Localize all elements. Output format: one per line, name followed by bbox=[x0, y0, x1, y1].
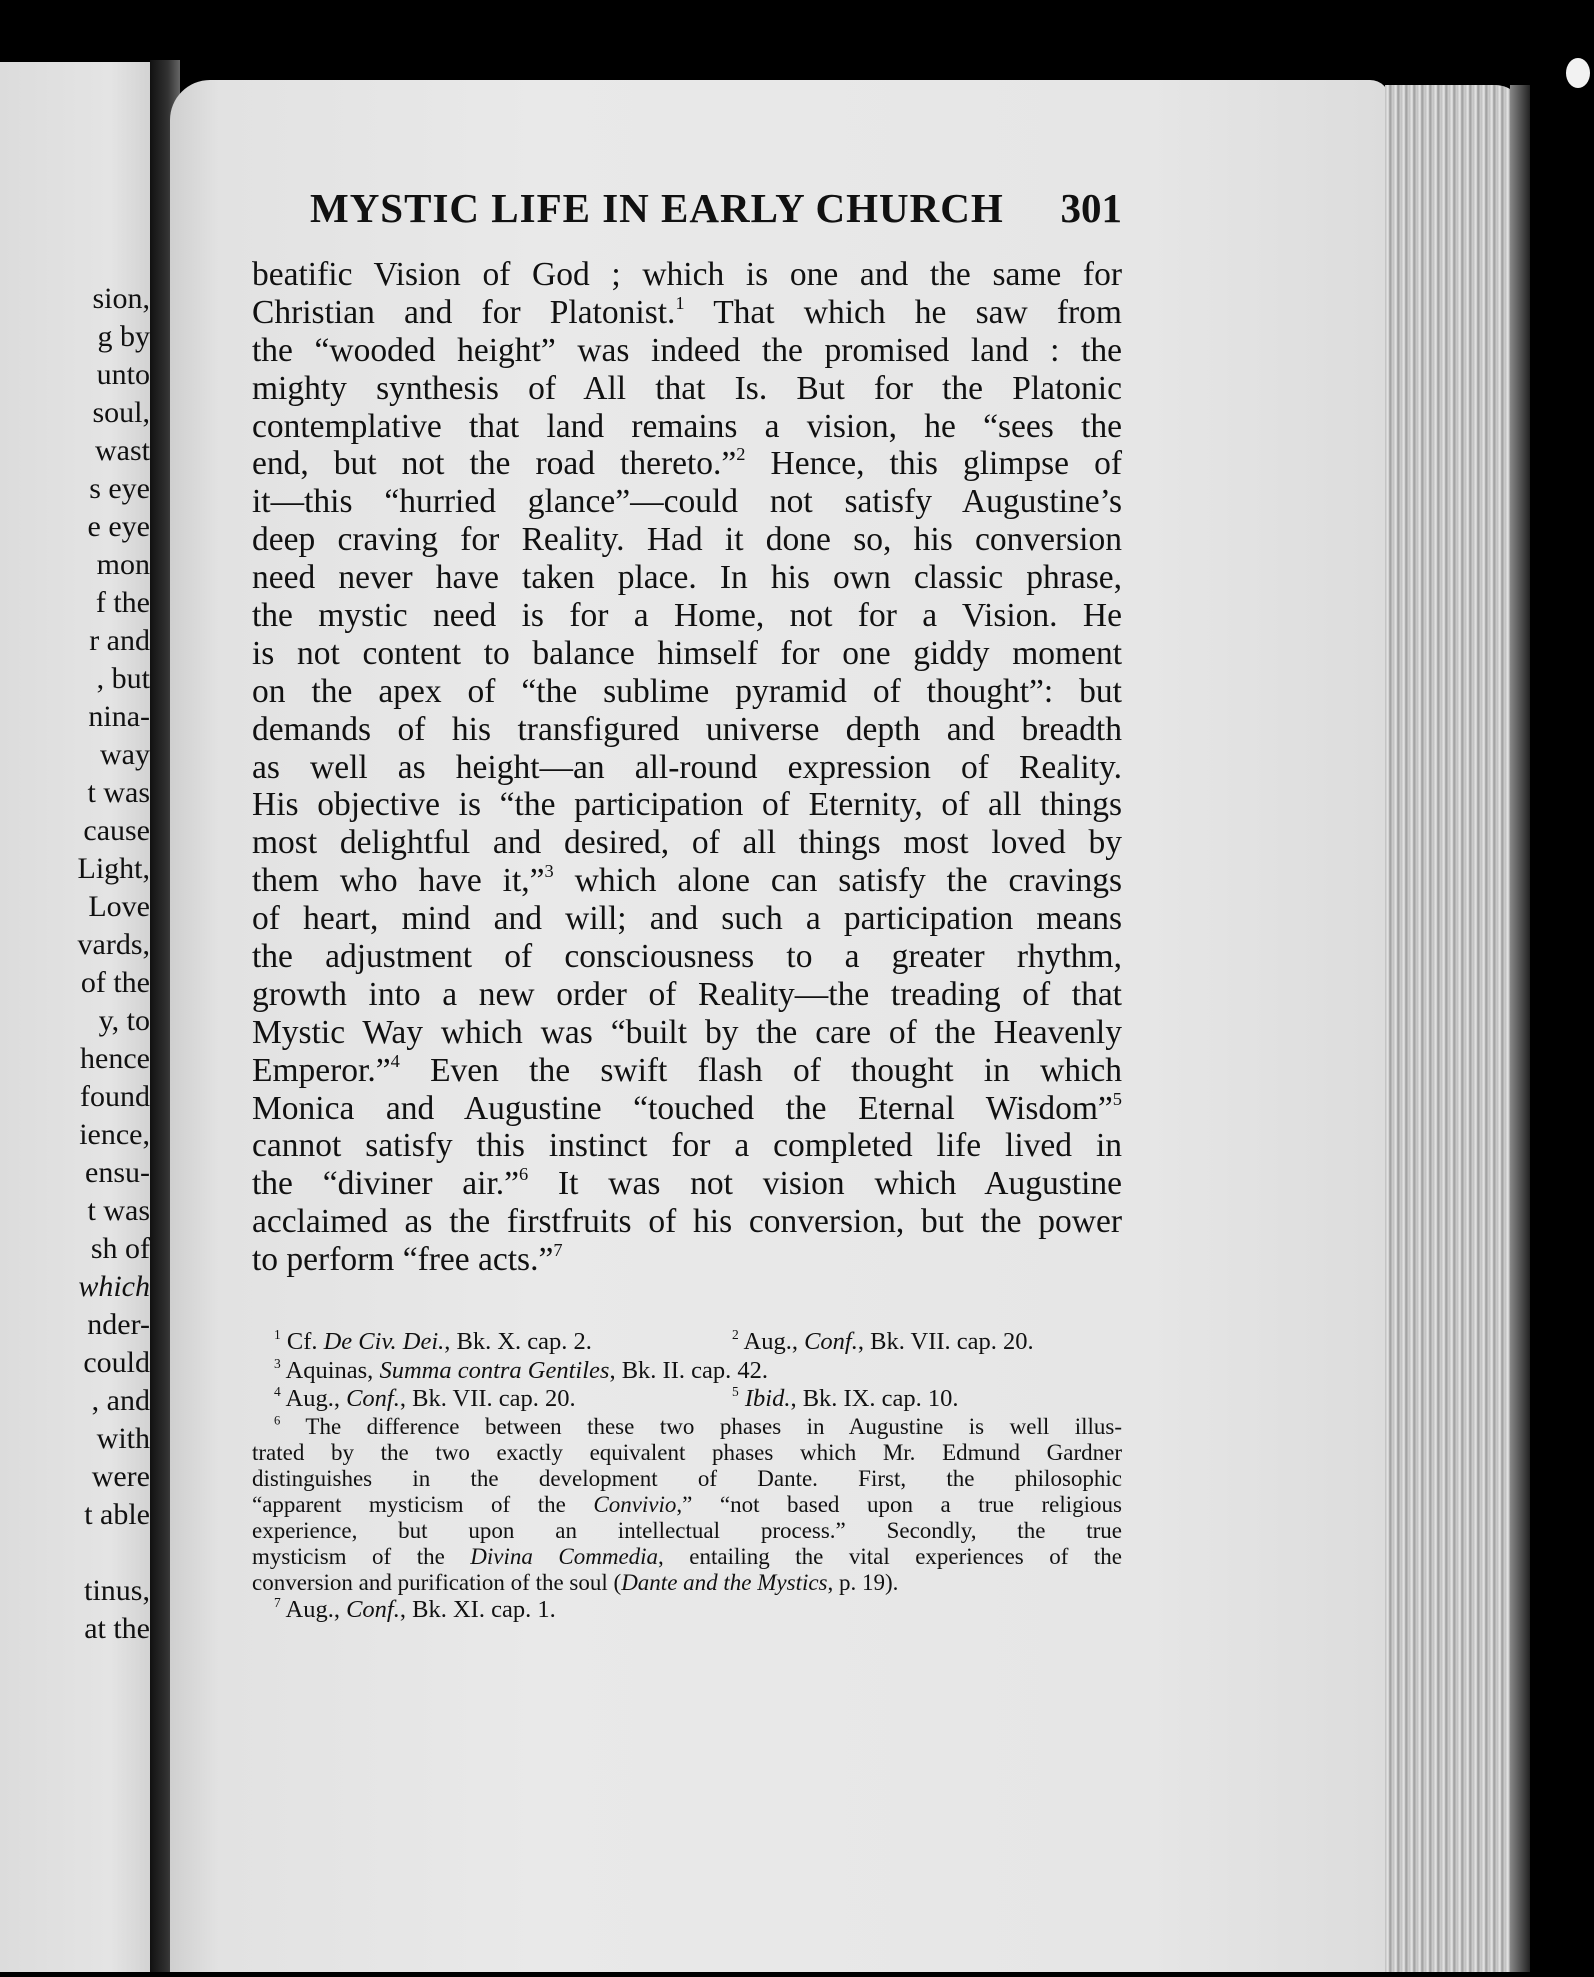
left-page-fragment: wast bbox=[95, 434, 150, 467]
left-page-fragment: t was bbox=[87, 1194, 150, 1227]
text-line: end, but not the road thereto.”$^2$ Hence, this glimpse of bbox=[252, 444, 1122, 483]
left-page-fragment: of the bbox=[80, 966, 150, 999]
text-line: acclaimed as the firstfruits of his conversion, but the power bbox=[252, 1203, 1122, 1241]
text-line: need never have taken place. In his own classic phrase, bbox=[252, 559, 1122, 597]
footnote-4: $^4$ Aug., Conf., Bk. VII. cap. 20. bbox=[274, 1383, 576, 1412]
left-page-fragment: nder- bbox=[87, 1308, 150, 1341]
page-number: 301 bbox=[1060, 185, 1122, 231]
text-line: them who have it,”$^3$ which alone can satisfy the cravings bbox=[252, 861, 1123, 900]
left-page-fragment: could bbox=[83, 1346, 150, 1379]
left-page-fragment: f the bbox=[95, 586, 150, 619]
left-page-fragment: hence bbox=[80, 1042, 150, 1075]
text-line: Mystic Way which was “built by the care of the Heavenly bbox=[252, 1013, 1122, 1051]
footnote-ref[interactable]: 3 bbox=[544, 861, 554, 882]
left-page-fragment: sion, bbox=[92, 282, 150, 315]
text-line: Monica and Augustine “touched the Eternal Wisdom”$^5$ bbox=[252, 1088, 1122, 1127]
left-page-fragment: g by bbox=[97, 320, 150, 353]
left-page-fragment: way bbox=[100, 738, 150, 771]
footnote-2: $^2$ Aug., Conf., Bk. VII. cap. 20. bbox=[732, 1326, 1034, 1355]
footnote-ref[interactable]: 4 bbox=[390, 1050, 400, 1071]
footnote-row bbox=[252, 1385, 1122, 1414]
text-line: the mystic need is for a Home, not for a Vision. He bbox=[252, 597, 1122, 635]
left-page-fragment: s eye bbox=[89, 472, 150, 505]
footnote-row bbox=[252, 1328, 1122, 1357]
left-page-fragment: mon bbox=[96, 548, 150, 581]
left-page-text-fragments bbox=[78, 280, 151, 1648]
text-line: contemplative that land remains a vision, he “sees the bbox=[252, 407, 1122, 445]
left-page-fragment: t able bbox=[84, 1498, 150, 1531]
footnote-1: $^1$ Cf. De Civ. Dei., Bk. X. cap. 2. bbox=[274, 1326, 592, 1355]
text-line: deep craving for Reality. Had it done so, his conversion bbox=[252, 521, 1122, 559]
left-facing-page bbox=[0, 62, 158, 1972]
left-page-fragment: ience, bbox=[79, 1118, 150, 1151]
left-page-fragment: unto bbox=[96, 358, 150, 391]
text-line: beatific Vision of God ; which is one and the same for bbox=[252, 256, 1122, 293]
footnotes bbox=[252, 1328, 1122, 1624]
left-page-fragment: Love bbox=[88, 890, 150, 923]
footnote-ref[interactable]: 5 bbox=[1112, 1088, 1122, 1109]
left-page-fragment: nina- bbox=[88, 700, 150, 733]
left-page-fragment: with bbox=[96, 1422, 150, 1455]
text-line: cannot satisfy this instinct for a completed life lived in bbox=[252, 1127, 1122, 1165]
text-line: of heart, mind and will; and such a participation means bbox=[252, 900, 1122, 938]
text-line: to perform “free acts.”$^7$ bbox=[252, 1240, 563, 1279]
footnote-ref[interactable]: 7 bbox=[553, 1240, 563, 1261]
running-title: MYSTIC LIFE IN EARLY CHURCH bbox=[310, 185, 1004, 231]
footnote-ref[interactable]: 6 bbox=[519, 1164, 529, 1185]
scan-corner-mark bbox=[1566, 58, 1590, 88]
left-page-fragment: ensu- bbox=[85, 1156, 150, 1189]
text-line: on the apex of “the sublime pyramid of thought”: but bbox=[252, 672, 1122, 710]
text-line: Christian and for Platonist.$^1$ That which he saw from bbox=[252, 293, 1122, 331]
text-line: mighty synthesis of All that Is. But for the Platonic bbox=[252, 369, 1122, 407]
left-page-fragment: soul, bbox=[92, 396, 150, 429]
text-line: His objective is “the participation of Eternity, of all things bbox=[252, 786, 1122, 824]
footnote-6: $^6$ The difference between these two phases in Augustine is well illus- trated by the two exactly equivalent phases which Mr. Edmund Gardner distinguishes in the development of Dante. First, the philosophic “apparent mysticism of the Convivio,” “not based upon a true religious experience, but upon an intellectual process.” Secondly, the true mysticism of the Divina Commedia, entailing the vital experiences of the conversion and purification of the soul (Dante and the Mystics, p. 19). bbox=[252, 1413, 1123, 1595]
footnote-ref[interactable]: 1 bbox=[675, 293, 685, 314]
left-page-fragment: at the bbox=[84, 1612, 150, 1645]
footnote-3: $^3$ Aquinas, Summa contra Gentiles, Bk. II. cap. 42. bbox=[274, 1355, 768, 1384]
text-line: is not content to balance himself for one giddy moment bbox=[252, 634, 1122, 672]
left-page-fragment: which bbox=[78, 1270, 150, 1303]
text-line: growth into a new order of Reality—the treading of that bbox=[252, 975, 1122, 1013]
footnote-5: $^5$ Ibid., Bk. IX. cap. 10. bbox=[732, 1383, 959, 1412]
left-page-fragment: tinus, bbox=[84, 1574, 150, 1607]
left-page-fragment: found bbox=[80, 1080, 150, 1113]
text-line: the adjustment of consciousness to a greater rhythm, bbox=[252, 938, 1122, 976]
left-page-fragment: t was bbox=[87, 776, 150, 809]
text-line: Emperor.”$^4$ Even the swift flash of thought in which bbox=[252, 1050, 1122, 1089]
page-edge-shadow bbox=[1510, 85, 1530, 1972]
left-page-fragment: r and bbox=[89, 624, 150, 657]
left-page-fragment: y, to bbox=[98, 1004, 150, 1037]
left-page-fragment: , but bbox=[96, 662, 150, 695]
text-line: most delightful and desired, of all things most loved by bbox=[252, 824, 1122, 862]
footnote-ref[interactable]: 2 bbox=[736, 444, 746, 465]
left-page-fragment: sh of bbox=[90, 1232, 150, 1265]
text-line: the “diviner air.”$^6$ It was not vision which Augustine bbox=[252, 1164, 1122, 1203]
left-page-fragment: were bbox=[91, 1460, 150, 1493]
text-line: the “wooded height” was indeed the promised land : the bbox=[252, 331, 1122, 369]
body-text bbox=[252, 256, 1122, 1279]
footnote-7: $^7$ Aug., Conf., Bk. XI. cap. 1. bbox=[274, 1594, 556, 1623]
left-page-fragment: vards, bbox=[77, 928, 150, 961]
page-edges bbox=[1385, 85, 1525, 1972]
running-head bbox=[310, 180, 1122, 236]
left-page-fragment bbox=[78, 1534, 151, 1572]
left-page-fragment: , and bbox=[91, 1384, 150, 1417]
text-line: it—this “hurried glance”—could not satisfy Augustine’s bbox=[252, 483, 1122, 521]
text-line: demands of his transfigured universe depth and breadth bbox=[252, 710, 1122, 748]
left-page-fragment: e eye bbox=[87, 510, 150, 543]
left-page-fragment: cause bbox=[83, 814, 150, 847]
left-page-fragment: Light, bbox=[77, 852, 150, 885]
text-line: as well as height—an all-round expression of Reality. bbox=[252, 748, 1122, 786]
